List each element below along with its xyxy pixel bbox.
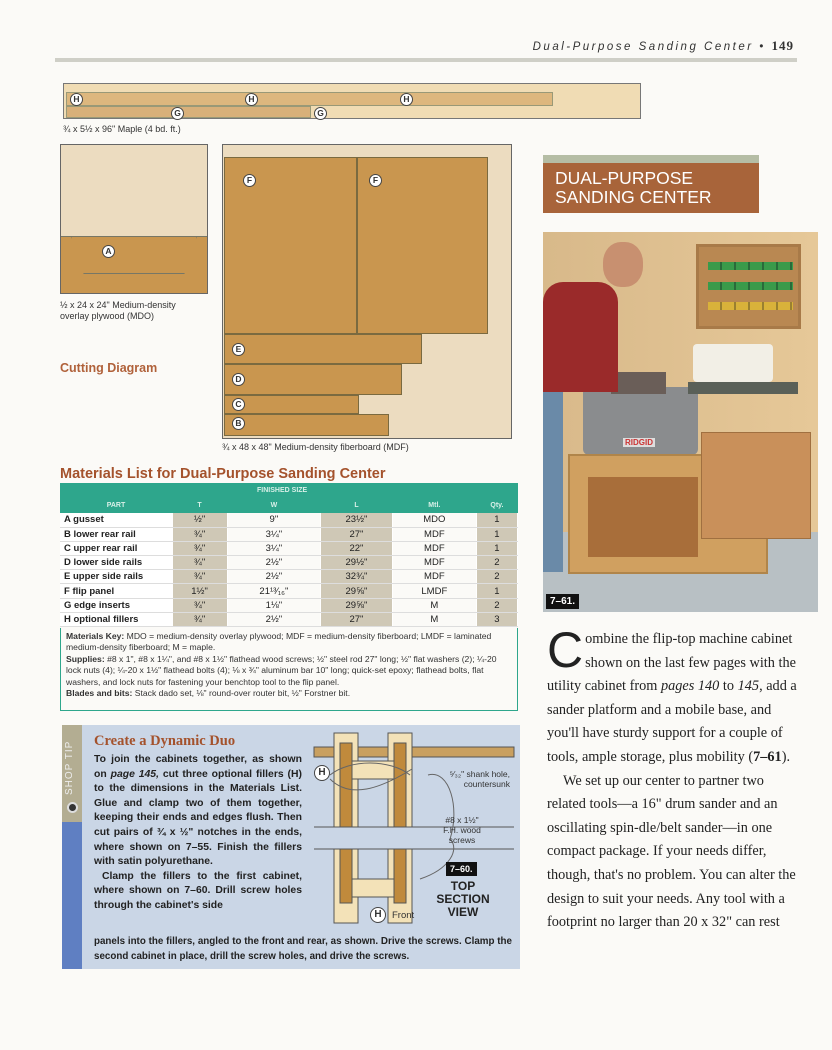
running-header [533, 38, 794, 54]
value-cell: ¾" [172, 541, 227, 555]
key-label: Materials Key: [66, 631, 125, 641]
materials-table [60, 483, 518, 627]
value-cell: ¾" [172, 598, 227, 612]
title-band-top [543, 155, 759, 163]
note-line: #8 x 1½" [445, 815, 479, 825]
supplies-text: #8 x 1", #8 x 1¼", and #8 x 1½" flathead wood screws; ½" steel rod 27" long; ½" flat washers (2); ¼-20 lock nuts (4); ¼-20 x 1½" flathead bolts (4); ⅛ x ¾" aluminum bar 10" long; quick-set epoxy; flathead bolts, flat washers, and lock nuts for fastening your benchtop tool to the flip panel. [66, 653, 497, 687]
part-label-f: F [243, 174, 256, 187]
part-label-h: H [400, 93, 413, 106]
value-cell: 22" [321, 541, 393, 555]
page-number: 149 [771, 38, 794, 53]
title-line: SANDING CENTER [555, 187, 712, 207]
column-header: W [227, 498, 321, 513]
bullet: • [759, 41, 766, 53]
part-label-h: H [70, 93, 83, 106]
view-line: VIEW [447, 905, 479, 919]
table-row [60, 556, 518, 570]
part-cell: A gusset [60, 513, 172, 527]
text: to [719, 678, 738, 695]
value-cell: 1 [476, 527, 517, 541]
column-header: Qty. [476, 498, 517, 513]
mdf-caption: ¾ x 48 x 48" Medium-density fiberboard (MDF) [222, 442, 409, 452]
tip-title: Create a Dynamic Duo [94, 733, 236, 749]
part-b [224, 414, 389, 436]
value-cell: 2 [476, 556, 517, 570]
figure-number: 7–60. [446, 862, 477, 876]
part-label-a: A [102, 245, 115, 258]
text: ombine the flip-top machine cabinet shown on the last few pages with the utility cabinet from [547, 631, 796, 695]
part-label-g: G [171, 107, 184, 120]
value-cell: 2 [476, 570, 517, 584]
part-cell: G edge inserts [60, 598, 172, 612]
part-label-g: G [314, 107, 327, 120]
value-cell: 1⅛" [227, 598, 321, 612]
value-cell: 1 [476, 541, 517, 555]
value-cell: MDF [392, 570, 476, 584]
table-row [60, 541, 518, 555]
key-text: MDO = medium-density overlay plywood; MDF = medium-density fiberboard; LMDF = laminated medium-density fiberboard; M = maple. [66, 631, 492, 653]
shank-note [434, 769, 510, 789]
view-title [428, 880, 498, 919]
value-cell: M [392, 598, 476, 612]
value-cell: 1 [476, 584, 517, 598]
value-cell: 9" [227, 513, 321, 527]
column-header: Mtl. [392, 498, 476, 513]
value-cell: LMDF [392, 584, 476, 598]
tip-paragraph-1 [94, 753, 302, 914]
view-line: SECTION [436, 892, 490, 906]
part-label-f: F [369, 174, 382, 187]
view-line: TOP [450, 879, 476, 893]
running-title: Dual-Purpose Sanding Center [532, 41, 754, 53]
mdo-caption [60, 300, 176, 322]
screw-note [432, 815, 492, 845]
value-cell: 32¾" [321, 570, 393, 584]
value-cell: 27" [321, 612, 393, 626]
front-label: Front [392, 910, 415, 921]
value-cell: 3 [476, 612, 517, 626]
caption-line: ½ x 24 x 24" Medium-density [60, 300, 176, 310]
value-cell: 2½" [227, 570, 321, 584]
value-cell: 29½" [321, 556, 393, 570]
figure-ref: 7–61 [753, 748, 782, 765]
blades-text: Stack dado set, ⅛" round-over router bit, ½" Forstner bit. [132, 688, 351, 699]
column-header: PART [60, 498, 172, 513]
value-cell: 2½" [227, 556, 321, 570]
drop-cap: C [547, 622, 584, 678]
value-cell: 2 [476, 598, 517, 612]
sanding-center-photo [543, 232, 818, 612]
caption-line: overlay plywood (MDO) [60, 311, 155, 321]
table-row [60, 513, 518, 527]
maple-caption: ¾ x 5½ x 96" Maple (4 bd. ft.) [63, 124, 181, 134]
page-ref: pages 140 [660, 678, 720, 695]
tip-strip [62, 822, 82, 969]
page-ref: page 145, [110, 768, 159, 780]
blades-label: Blades and bits: [66, 688, 133, 699]
photo-figure-number: 7–61. [546, 594, 579, 609]
header-rule [55, 58, 797, 62]
part-label-e: E [232, 343, 245, 356]
value-cell: 29⅝" [321, 598, 393, 612]
materials-notes [60, 628, 518, 711]
tip-icon [67, 802, 78, 813]
value-cell: 1½" [172, 584, 227, 598]
project-title-band [543, 163, 759, 213]
text: , add a sander platform and a mobile base, and you'll have sturdy support for a couple of tools, ample storage, plus mobility ( [547, 678, 797, 765]
part-cell: H optional fillers [60, 612, 172, 626]
table-row [60, 570, 518, 584]
value-cell: ¾" [172, 570, 227, 584]
part-label-b: B [232, 417, 245, 430]
note-line: ⁵⁄₃₂" shank hole, [449, 769, 510, 779]
part-label-d: D [232, 373, 245, 386]
part-cell: F flip panel [60, 584, 172, 598]
brand-label: RIDGID [625, 438, 653, 447]
value-cell: 3¼" [227, 541, 321, 555]
part-cell: E upper side rails [60, 570, 172, 584]
value-cell: 29⅝" [321, 584, 393, 598]
part-label-h: H [245, 93, 258, 106]
note-line: F.H. wood [443, 825, 481, 835]
text: cut three optional fillers (H) to the dimensions in the Materials List. Glue and clamp two of them together, keeping their ends and edges flush. Then cut pairs of ¾ x ½" notches in the ends, where shown on 7–55. Finish the fillers with satin polyurethane. [94, 768, 302, 868]
value-cell: MDF [392, 527, 476, 541]
part-cell: C upper rear rail [60, 541, 172, 555]
value-cell: 2½" [227, 612, 321, 626]
table-row [60, 612, 518, 626]
value-cell: 23½" [321, 513, 393, 527]
value-cell: ½" [172, 513, 227, 527]
value-cell: 21¹³⁄₁₆" [227, 584, 321, 598]
finished-size-header: FINISHED SIZE [172, 483, 392, 498]
value-cell: ¾" [172, 556, 227, 570]
title-line: DUAL-PURPOSE [555, 168, 694, 188]
part-cell: D lower side rails [60, 556, 172, 570]
value-cell: ¾" [172, 612, 227, 626]
value-cell: 3¼" [227, 527, 321, 541]
maple-board [63, 83, 641, 119]
table-row [60, 598, 518, 612]
part-e [224, 334, 422, 364]
page-ref: 145 [737, 678, 760, 695]
materials-title: Materials List for Dual-Purpose Sanding Center [60, 466, 386, 482]
text: To join the cabinets together, as shown on [94, 754, 302, 780]
value-cell: MDF [392, 541, 476, 555]
note-line: countersunk [463, 779, 510, 789]
value-cell: MDO [392, 513, 476, 527]
shop-tip-box [62, 725, 520, 969]
value-cell: MDF [392, 556, 476, 570]
body-paragraph-1 [547, 622, 797, 770]
body-paragraph-2: We set up our center to partner two related tools—a 16" drum sander and an oscillating spin-dle/belt sander—in one compact package. If your needs differ, though, that's no problem. You can alter the design to suit your needs. Any tool with a footprint no larger than 20 x 32" can rest [547, 772, 796, 931]
column-header: L [321, 498, 393, 513]
table-row [60, 527, 518, 541]
part-d [224, 364, 402, 395]
value-cell: 1 [476, 513, 517, 527]
mdo-panel [60, 144, 208, 294]
part-cell: B lower rear rail [60, 527, 172, 541]
shop-tip-tag: SHOP TIP [64, 740, 75, 795]
part-label-h: H [314, 765, 330, 781]
table-row [60, 584, 518, 598]
note-line: screws [448, 835, 476, 845]
body-text [547, 622, 797, 935]
value-cell: ¾" [172, 527, 227, 541]
text: Clamp the fillers to the first cabinet, where shown on 7–60. Drill screw holes through the cabinet's side [94, 870, 302, 911]
text: ). [781, 748, 791, 765]
value-cell: M [392, 612, 476, 626]
part-label-h: H [370, 907, 386, 923]
part-label-c: C [232, 398, 245, 411]
column-header: T [172, 498, 227, 513]
tip-paragraph-2: panels into the fillers, angled to the front and rear, as shown. Drive the screws. Clamp the second cabinet in place, drill the screw holes, and drive the screws. [94, 936, 512, 962]
supplies-label: Supplies: [66, 653, 105, 664]
cutting-diagram-title: Cutting Diagram [60, 361, 158, 375]
value-cell: 27" [321, 527, 393, 541]
